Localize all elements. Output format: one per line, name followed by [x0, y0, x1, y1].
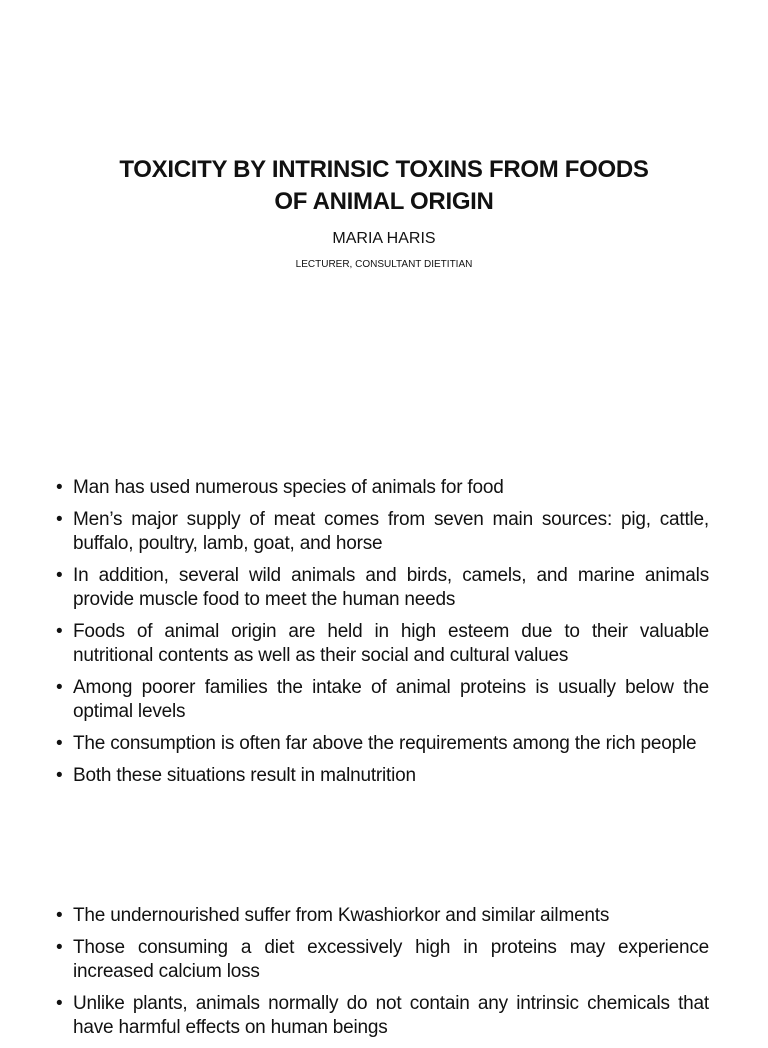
- bullet-item: • In addition, several wild animals and birds, camels, and marine animals provide muscle food to meet the human needs: [56, 564, 709, 612]
- bullet-item: • Men’s major supply of meat comes from seven main sources: pig, cattle, buffalo, poultry, lamb, goat, and horse: [56, 508, 709, 556]
- title-line-2: OF ANIMAL ORIGIN: [274, 188, 494, 215]
- title-slide: [0, 0, 768, 432]
- bullet-list: [56, 904, 709, 1048]
- bullet-item: • Both these situations result in malnutrition: [56, 764, 709, 788]
- bullet-item: • The consumption is often far above the requirements among the rich people: [56, 732, 709, 756]
- slide-title: [60, 154, 708, 218]
- bullet-item: • Man has used numerous species of animals for food: [56, 476, 709, 500]
- bullet-item: • Those consuming a diet excessively high in proteins may experience increased calcium loss: [56, 936, 709, 984]
- author-name: MARIA HARIS: [332, 230, 436, 247]
- bullet-item: • Foods of animal origin are held in high esteem due to their valuable nutritional contents as well as their social and cultural values: [56, 620, 709, 668]
- bullet-item: • The undernourished suffer from Kwashiorkor and similar ailments: [56, 904, 709, 928]
- content-slide-1: [0, 432, 768, 864]
- bullet-list: [56, 476, 709, 796]
- bullet-item: • Unlike plants, animals normally do not contain any intrinsic chemicals that have harmful effects on human beings: [56, 992, 709, 1040]
- title-line-1: TOXICITY BY INTRINSIC TOXINS FROM FOODS: [119, 156, 649, 183]
- author-role: LECTURER, CONSULTANT DIETITIAN: [295, 259, 473, 270]
- bullet-item: • Among poorer families the intake of animal proteins is usually below the optimal levels: [56, 676, 709, 724]
- content-slide-2: [0, 864, 768, 1038]
